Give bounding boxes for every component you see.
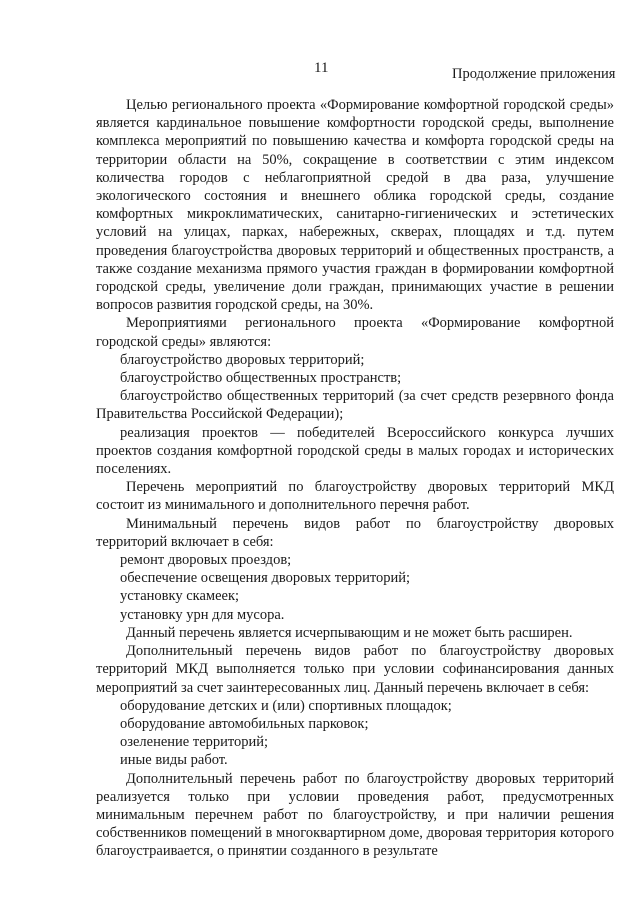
continuation-label: Продолжение приложения (452, 66, 616, 82)
list-item: оборудование автомобильных парковок; (120, 715, 369, 732)
list-item: установку скамеек; (120, 588, 240, 605)
list-item: благоустройство общественных пространств; (120, 370, 402, 387)
document-body (96, 96, 614, 861)
paragraph-additional-list: Дополнительный перечень видов работ по благоустройству дворовых территорий МКД выполняется только при условии софинансирования данных мероприятий за счет заинтересованных лиц. Данный перечень включает в себя: (96, 643, 614, 696)
list-item: иные виды работ. (120, 752, 228, 769)
list-item: ремонт дворовых проездов; (120, 552, 292, 569)
paragraph-activities-list: Перечень мероприятий по благоустройству дворовых территорий МКД состоит из минимального и дополнительного перечня работ. (96, 479, 614, 514)
list-item: озеленение территорий; (120, 734, 269, 751)
list-item: благоустройство общественных территорий (за счет средств резервного фонда Правительства Российской Федерации); (96, 388, 614, 423)
list-item: благоустройство дворовых территорий; (120, 351, 365, 368)
page-number: 11 (314, 60, 329, 76)
paragraph-project-goal: Целью регионального проекта «Формирование комфортной городской среды» является кардинальное повышение комфортности городской среды, выполнение комплекса мероприятий по повышению качества и комфорта городской среды на территории области на 50%, сокращение в соответствии с этим индексом количества городов с неблагоприятной средой в два раза, улучшение экологического состояния и внешнего облика городской среды, создание комфортных микроклиматических, санитарно-гигиенических и эстетических условий на улицах, парках, набережных, скверах, площадях и т.д. путем проведения благоустройства дворовых территорий и общественных пространств, а также создание механизма прямого участия граждан в формировании комфортной городской среды, увеличение доли граждан, принимающих участие в решении вопросов развития городской среды, на 30%. (96, 97, 614, 314)
list-item: реализация проектов — победителей Всероссийского конкурса лучших проектов создания комфортной городской среды в малых городах и исторических поселениях. (96, 424, 614, 478)
paragraph-minimal-list: Минимальный перечень видов работ по благоустройству дворовых территорий включает в себя: (96, 515, 614, 550)
paragraph-activities-intro: Мероприятиями регионального проекта «Формирование комфортной городской среды» являются: (96, 315, 614, 350)
paragraph-additional-conditions: Дополнительный перечень работ по благоустройству дворовых территорий реализуется только при условии проведения работ, предусмотренных минимальным перечнем работ по благоустройству, и при наличии решения собственников помещений в многоквартирном доме, дворовая территория которого благоустраивается, о принятии созданного в результате (96, 770, 614, 860)
list-item: установку урн для мусора. (120, 606, 285, 623)
list-item: обеспечение освещения дворовых территорий; (120, 570, 411, 587)
list-item: оборудование детских и (или) спортивных площадок; (120, 697, 452, 714)
paragraph-exhaustive-note: Данный перечень является исчерпывающим и не может быть расширен. (126, 624, 573, 641)
